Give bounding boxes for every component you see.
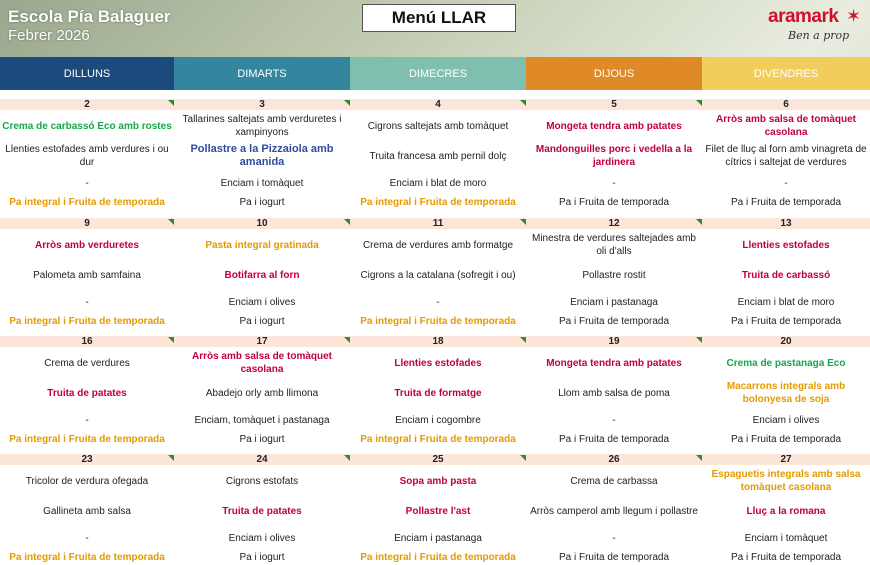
main-course: Pollastre l'ast bbox=[405, 505, 471, 517]
day-number: 25 bbox=[432, 454, 444, 465]
week-row bbox=[0, 90, 870, 209]
day-number: 2 bbox=[84, 99, 90, 110]
day-cell bbox=[0, 327, 174, 445]
side-dish: - bbox=[436, 296, 440, 308]
first-course: Cigrons estofats bbox=[225, 475, 299, 487]
side-dish: Enciam, tomàquet i pastanaga bbox=[194, 414, 330, 426]
brand-tagline: Ben a prop bbox=[788, 29, 850, 42]
corner-marker-icon bbox=[344, 455, 350, 461]
corner-marker-icon bbox=[520, 100, 526, 106]
corner-marker-icon bbox=[344, 219, 350, 225]
day-cell bbox=[526, 90, 702, 209]
day-number: 4 bbox=[435, 99, 441, 110]
day-number: 11 bbox=[432, 218, 444, 229]
side-dish: Enciam i pastanaga bbox=[394, 532, 482, 544]
day-cell bbox=[174, 209, 350, 327]
day-cell bbox=[174, 327, 350, 445]
corner-marker-icon bbox=[520, 219, 526, 225]
day-cell bbox=[0, 209, 174, 327]
corner-marker-icon bbox=[168, 337, 174, 343]
main-course: Macarrons integrals amb bolonyesa de soja bbox=[726, 381, 846, 405]
week-row bbox=[0, 209, 870, 327]
dessert: Pa i iogurt bbox=[239, 551, 285, 563]
dessert: Pa integral i Fruita de temporada bbox=[9, 315, 165, 327]
first-course: Crema de verdures bbox=[44, 357, 130, 369]
day-number: 24 bbox=[256, 454, 268, 465]
day-number: 13 bbox=[780, 218, 792, 229]
day-number: 3 bbox=[259, 99, 265, 110]
day-number: 20 bbox=[780, 336, 792, 347]
corner-marker-icon bbox=[168, 455, 174, 461]
side-dish: Enciam i pastanaga bbox=[570, 296, 658, 308]
first-course: Cigrons saltejats amb tomàquet bbox=[367, 120, 509, 132]
first-course: Arròs amb verduretes bbox=[35, 239, 139, 251]
day-number: 9 bbox=[84, 218, 90, 229]
main-course: Cigrons a la catalana (sofregit i ou) bbox=[360, 269, 516, 281]
side-dish: Enciam i blat de moro bbox=[389, 177, 487, 189]
side-dish: Enciam i cogombre bbox=[395, 414, 481, 426]
dessert: Pa i Fruita de temporada bbox=[558, 551, 670, 563]
corner-marker-icon bbox=[168, 100, 174, 106]
first-course: Espaguetis integrals amb salsa tomàquet casolana bbox=[711, 469, 861, 493]
dessert: Pa i iogurt bbox=[239, 196, 285, 208]
main-course: Abadejo orly amb llimona bbox=[205, 387, 319, 399]
day-number: 18 bbox=[432, 336, 444, 347]
day-number: 27 bbox=[780, 454, 792, 465]
first-course: Minestra de verdures saltejades amb oli d'alls bbox=[532, 233, 696, 257]
side-dish: - bbox=[612, 414, 616, 426]
dessert: Pa i Fruita de temporada bbox=[730, 196, 842, 208]
brand-logo bbox=[766, 6, 866, 48]
dessert: Pa i iogurt bbox=[239, 315, 285, 327]
day-number: 17 bbox=[256, 336, 268, 347]
first-course: Mongeta tendra amb patates bbox=[546, 357, 682, 369]
main-course: Arròs camperol amb llegum i pollastre bbox=[530, 505, 698, 517]
day-number: 16 bbox=[81, 336, 93, 347]
corner-marker-icon bbox=[344, 337, 350, 343]
first-course: Tallarines saltejats amb verduretes i xampinyons bbox=[182, 114, 342, 138]
menu-calendar-grid bbox=[0, 90, 870, 565]
side-dish: Enciam i tomàquet bbox=[220, 177, 304, 189]
first-course: Mongeta tendra amb patates bbox=[546, 120, 682, 132]
corner-marker-icon bbox=[696, 100, 702, 106]
side-dish: Enciam i olives bbox=[752, 414, 820, 426]
first-course: Llenties estofades bbox=[742, 239, 830, 251]
day-number: 23 bbox=[81, 454, 93, 465]
weekday-dijous: DIJOUS bbox=[526, 57, 702, 90]
main-course: Lluç a la romana bbox=[746, 505, 826, 517]
main-course: Truita de formatge bbox=[394, 387, 482, 399]
corner-marker-icon bbox=[696, 219, 702, 225]
day-cell bbox=[702, 209, 870, 327]
week-row bbox=[0, 327, 870, 445]
main-course: Mandonguilles porc i vedella a la jardinera bbox=[535, 144, 693, 168]
first-course: Pasta integral gratinada bbox=[205, 239, 319, 251]
side-dish: - bbox=[612, 177, 616, 189]
day-cell bbox=[0, 445, 174, 565]
brand-name: aramark bbox=[768, 6, 839, 27]
dessert: Pa i Fruita de temporada bbox=[730, 551, 842, 563]
side-dish: - bbox=[85, 414, 89, 426]
side-dish: Enciam i olives bbox=[228, 532, 296, 544]
side-dish: - bbox=[85, 532, 89, 544]
dessert: Pa i Fruita de temporada bbox=[558, 196, 670, 208]
star-icon: ✶ bbox=[846, 6, 862, 26]
header-banner bbox=[0, 0, 870, 57]
corner-marker-icon bbox=[344, 100, 350, 106]
first-course: Sopa amb pasta bbox=[399, 475, 477, 487]
main-course: Palometa amb samfaina bbox=[33, 269, 141, 281]
dessert: Pa integral i Fruita de temporada bbox=[360, 196, 516, 208]
day-cell bbox=[174, 90, 350, 209]
first-course: Crema de verdures amb formatge bbox=[362, 239, 514, 251]
dessert: Pa i iogurt bbox=[239, 433, 285, 445]
day-cell bbox=[174, 445, 350, 565]
main-course: Truita de patates bbox=[47, 387, 127, 399]
day-cell bbox=[350, 327, 526, 445]
side-dish: Enciam i blat de moro bbox=[737, 296, 835, 308]
day-cell bbox=[350, 445, 526, 565]
first-course: Tricolor de verdura ofegada bbox=[25, 475, 149, 487]
dessert: Pa i Fruita de temporada bbox=[558, 433, 670, 445]
week-row bbox=[0, 445, 870, 565]
main-course: Pollastre rostit bbox=[582, 269, 646, 281]
first-course: Crema de pastanaga Eco bbox=[726, 357, 846, 369]
dessert: Pa i Fruita de temporada bbox=[730, 315, 842, 327]
side-dish: - bbox=[612, 532, 616, 544]
main-course: Pollastre a la Pizzaiola amb amanida bbox=[190, 143, 334, 168]
day-number: 10 bbox=[256, 218, 268, 229]
dessert: Pa integral i Fruita de temporada bbox=[360, 433, 516, 445]
day-cell bbox=[350, 209, 526, 327]
day-number: 5 bbox=[611, 99, 617, 110]
day-number: 12 bbox=[608, 218, 620, 229]
corner-marker-icon bbox=[696, 455, 702, 461]
corner-marker-icon bbox=[696, 337, 702, 343]
main-course: Llenties estofades amb verdures i ou dur bbox=[5, 144, 169, 168]
weekday-dilluns: DILLUNS bbox=[0, 57, 174, 90]
side-dish: Enciam i tomàquet bbox=[744, 532, 828, 544]
main-course: Botifarra al forn bbox=[224, 269, 300, 281]
first-course: Arròs amb salsa de tomàquet casolana bbox=[191, 351, 333, 375]
side-dish: - bbox=[85, 296, 89, 308]
main-course: Llom amb salsa de poma bbox=[558, 387, 670, 399]
dessert: Pa i Fruita de temporada bbox=[558, 315, 670, 327]
school-name: Escola Pía Balaguer bbox=[8, 7, 171, 26]
day-cell bbox=[0, 90, 174, 209]
dessert: Pa i Fruita de temporada bbox=[730, 433, 842, 445]
first-course: Crema de carbassa bbox=[570, 475, 658, 487]
main-course: Truita francesa amb pernil dolç bbox=[369, 150, 507, 162]
day-cell bbox=[350, 90, 526, 209]
day-cell bbox=[526, 209, 702, 327]
dessert: Pa integral i Fruita de temporada bbox=[9, 196, 165, 208]
main-course: Truita de patates bbox=[222, 505, 302, 517]
day-cell bbox=[702, 90, 870, 209]
main-course: Gallineta amb salsa bbox=[43, 505, 131, 517]
weekday-dimarts: DIMARTS bbox=[174, 57, 350, 90]
day-cell bbox=[526, 445, 702, 565]
dessert: Pa integral i Fruita de temporada bbox=[9, 551, 165, 563]
dessert: Pa integral i Fruita de temporada bbox=[360, 551, 516, 563]
month-label: Febrer 2026 bbox=[8, 27, 90, 44]
menu-title: Menú LLAR bbox=[362, 4, 516, 32]
main-course: Filet de lluç al forn amb vinagreta de cítrics i saltejat de verdures bbox=[705, 144, 867, 168]
main-course: Truita de carbassó bbox=[741, 269, 831, 281]
weekday-header-row bbox=[0, 57, 870, 90]
side-dish: - bbox=[85, 177, 89, 189]
first-course: Arròs amb salsa de tomàquet casolana bbox=[715, 114, 857, 138]
side-dish: Enciam i olives bbox=[228, 296, 296, 308]
dessert: Pa integral i Fruita de temporada bbox=[9, 433, 165, 445]
weekday-divendres: DIVENDRES bbox=[702, 57, 870, 90]
corner-marker-icon bbox=[520, 337, 526, 343]
day-cell bbox=[702, 445, 870, 565]
dessert: Pa integral i Fruita de temporada bbox=[360, 315, 516, 327]
first-course: Llenties estofades bbox=[394, 357, 482, 369]
weekday-dimecres: DIMECRES bbox=[350, 57, 526, 90]
first-course: Crema de carbassó Eco amb rostes bbox=[2, 120, 172, 132]
day-number: 19 bbox=[608, 336, 620, 347]
day-number: 26 bbox=[608, 454, 620, 465]
day-number: 6 bbox=[783, 99, 789, 110]
corner-marker-icon bbox=[168, 219, 174, 225]
day-cell bbox=[526, 327, 702, 445]
corner-marker-icon bbox=[520, 455, 526, 461]
side-dish: - bbox=[784, 177, 788, 189]
day-cell bbox=[702, 327, 870, 445]
